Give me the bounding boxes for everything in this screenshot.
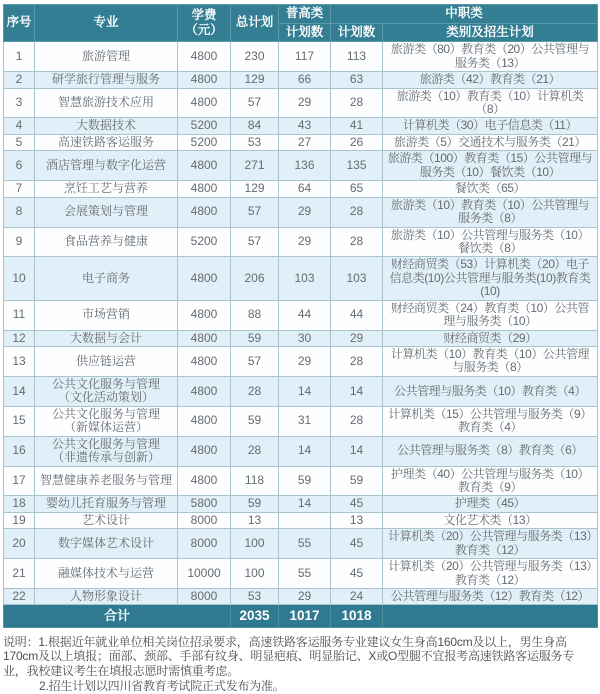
cell-no: 15 bbox=[4, 406, 35, 436]
cell-tuition: 10000 bbox=[178, 559, 231, 589]
cell-major: 烹饪工艺与营养 bbox=[35, 181, 178, 197]
cell-zhongzhi-plan: 28 bbox=[331, 347, 383, 377]
cell-tuition: 4800 bbox=[178, 72, 231, 88]
cell-total-plan: 118 bbox=[231, 466, 279, 496]
cell-zhongzhi-plan: 45 bbox=[331, 529, 383, 559]
cell-category: 旅游类（100）教育类（15）公共管理与服务类（10）餐饮类（10） bbox=[383, 151, 598, 181]
header-group-zhongzhi: 中职类 bbox=[331, 5, 598, 24]
cell-tuition: 5200 bbox=[178, 227, 231, 257]
cell-tuition: 4800 bbox=[178, 197, 231, 227]
cell-putong-plan: 43 bbox=[279, 118, 331, 134]
table-row bbox=[4, 589, 598, 605]
note-line-1: 说明：1.根据近年就业单位相关岗位招录要求，高速铁路客运服务专业建议女生身高160cm及以上，男生身高170cm及以上填报；面部、颈部、手部有纹身、明显疤痕、明显胎记、X或O型腿不宜报考高速铁路客运服务专业，我校建议考生在填报志愿时需慎重考虑。 bbox=[3, 634, 575, 679]
cell-major: 研学旅行管理与服务 bbox=[35, 72, 178, 88]
cell-tuition: 4800 bbox=[178, 347, 231, 377]
cell-zhongzhi-plan: 103 bbox=[331, 257, 383, 300]
table-row bbox=[4, 42, 598, 72]
cell-total-plan: 230 bbox=[231, 42, 279, 72]
cell-putong-plan: 117 bbox=[279, 42, 331, 72]
table-row bbox=[4, 436, 598, 466]
cell-category: 公共管理与服务类（10）教育类（4） bbox=[383, 376, 598, 406]
cell-zhongzhi-plan: 26 bbox=[331, 134, 383, 150]
cell-major: 融媒体技术与运营 bbox=[35, 559, 178, 589]
header-col-no: 序号 bbox=[4, 5, 35, 42]
header-group-putong: 普高类 bbox=[279, 5, 331, 24]
cell-no: 6 bbox=[4, 151, 35, 181]
cell-no: 8 bbox=[4, 197, 35, 227]
cell-putong-plan: 66 bbox=[279, 72, 331, 88]
cell-total-plan: 28 bbox=[231, 376, 279, 406]
cell-putong-plan: 64 bbox=[279, 181, 331, 197]
cell-no: 10 bbox=[4, 257, 35, 300]
cell-total-plan: 57 bbox=[231, 227, 279, 257]
cell-putong-plan: 59 bbox=[279, 466, 331, 496]
cell-category: 计算机类（10）教育类（10）公共管理与服务类（8） bbox=[383, 347, 598, 377]
cell-category: 计算机类（30）电子信息类（11） bbox=[383, 118, 598, 134]
cell-no: 19 bbox=[4, 512, 35, 528]
cell-category: 财经商贸类（24）教育类（10）公共管理与服务类（10） bbox=[383, 300, 598, 330]
cell-total-plan: 28 bbox=[231, 436, 279, 466]
cell-major: 大数据与会计 bbox=[35, 330, 178, 346]
cell-no: 1 bbox=[4, 42, 35, 72]
table-row bbox=[4, 197, 598, 227]
cell-no: 2 bbox=[4, 72, 35, 88]
cell-putong-plan bbox=[279, 512, 331, 528]
cell-category: 护理类（40）公共管理与服务类（10）教育类（9） bbox=[383, 466, 598, 496]
cell-putong-plan: 14 bbox=[279, 436, 331, 466]
cell-major-sub: （非遗传承与创新） bbox=[51, 450, 160, 465]
cell-total-plan: 57 bbox=[231, 347, 279, 377]
cell-total-plan: 129 bbox=[231, 181, 279, 197]
cell-category: 旅游类（80）教育类（20）公共管理与服务类（13） bbox=[383, 42, 598, 72]
cell-category: 公共管理与服务类（12）教育类（12） bbox=[383, 589, 598, 605]
total-plan-value: 2035 bbox=[231, 605, 279, 627]
cell-major: 智慧旅游技术应用 bbox=[35, 88, 178, 118]
cell-category: 文化艺术类（13） bbox=[383, 512, 598, 528]
cell-putong-plan: 103 bbox=[279, 257, 331, 300]
table-row bbox=[4, 227, 598, 257]
total-label: 合计 bbox=[4, 605, 231, 627]
cell-zhongzhi-plan: 29 bbox=[331, 330, 383, 346]
cell-putong-plan: 29 bbox=[279, 589, 331, 605]
cell-tuition: 4800 bbox=[178, 466, 231, 496]
cell-no: 16 bbox=[4, 436, 35, 466]
table-row bbox=[4, 257, 598, 300]
cell-tuition: 4800 bbox=[178, 42, 231, 72]
cell-tuition: 8000 bbox=[178, 589, 231, 605]
cell-major: 数字媒体艺术设计 bbox=[35, 529, 178, 559]
cell-category: 计算机类（20）公共管理与服务类（13）教育类（12） bbox=[383, 529, 598, 559]
notes bbox=[3, 635, 597, 694]
cell-zhongzhi-plan: 13 bbox=[331, 512, 383, 528]
table-row bbox=[4, 72, 598, 88]
cell-category: 护理类（45） bbox=[383, 496, 598, 512]
cell-total-plan: 53 bbox=[231, 589, 279, 605]
cell-category: 财经商贸类（29） bbox=[383, 330, 598, 346]
cell-total-plan: 271 bbox=[231, 151, 279, 181]
cell-no: 9 bbox=[4, 227, 35, 257]
cell-putong-plan: 44 bbox=[279, 300, 331, 330]
cell-total-plan: 57 bbox=[231, 197, 279, 227]
cell-tuition: 4800 bbox=[178, 181, 231, 197]
cell-zhongzhi-plan: 113 bbox=[331, 42, 383, 72]
cell-zhongzhi-plan: 41 bbox=[331, 118, 383, 134]
cell-putong-plan: 30 bbox=[279, 330, 331, 346]
cell-total-plan: 129 bbox=[231, 72, 279, 88]
cell-category: 计算机类（20）公共管理与服务类（13）教育类（12） bbox=[383, 559, 598, 589]
table-row bbox=[4, 151, 598, 181]
cell-zhongzhi-plan: 24 bbox=[331, 589, 383, 605]
cell-major: 高速铁路客运服务 bbox=[35, 134, 178, 150]
cell-category: 餐饮类（65） bbox=[383, 181, 598, 197]
table-row bbox=[4, 330, 598, 346]
total-zz-value: 1018 bbox=[331, 605, 383, 627]
table-row bbox=[4, 88, 598, 118]
cell-total-plan: 100 bbox=[231, 529, 279, 559]
cell-category: 旅游类（5）交通技术与服务类（21） bbox=[383, 134, 598, 150]
cell-major-sub: （文化活动策划） bbox=[57, 390, 154, 405]
table-footer bbox=[4, 605, 598, 627]
cell-no: 7 bbox=[4, 181, 35, 197]
cell-putong-plan: 27 bbox=[279, 134, 331, 150]
cell-category: 旅游类（42）教育类（21） bbox=[383, 72, 598, 88]
table-row bbox=[4, 181, 598, 197]
cell-zhongzhi-plan: 28 bbox=[331, 227, 383, 257]
cell-no: 5 bbox=[4, 134, 35, 150]
cell-no: 3 bbox=[4, 88, 35, 118]
cell-category: 旅游类（10）公共管理与服务类（10）餐饮类（8） bbox=[383, 227, 598, 257]
cell-putong-plan: 55 bbox=[279, 529, 331, 559]
cell-major: 会展策划与管理 bbox=[35, 197, 178, 227]
cell-category: 财经商贸类（53）计算机类（20）电子信息类(10)公共管理与服务类(10)教育类(10) bbox=[383, 257, 598, 300]
cell-major: 酒店管理与数字化运营 bbox=[35, 151, 178, 181]
cell-tuition: 4800 bbox=[178, 436, 231, 466]
cell-major-sub: （新媒体运营） bbox=[63, 420, 148, 435]
cell-putong-plan: 14 bbox=[279, 496, 331, 512]
cell-major: 电子商务 bbox=[35, 257, 178, 300]
cell-zhongzhi-plan: 45 bbox=[331, 559, 383, 589]
table-row bbox=[4, 466, 598, 496]
cell-major: 供应链运营 bbox=[35, 347, 178, 377]
total-pg-value: 1017 bbox=[279, 605, 331, 627]
note-line-2: 2.招生计划以四川省教育考试院正式发布为准。 bbox=[39, 679, 285, 694]
table-row bbox=[4, 376, 598, 406]
cell-major: 公共文化服务与管理 （文化活动策划） bbox=[35, 376, 178, 406]
cell-zhongzhi-plan: 135 bbox=[331, 151, 383, 181]
cell-no: 22 bbox=[4, 589, 35, 605]
cell-total-plan: 59 bbox=[231, 330, 279, 346]
cell-no: 11 bbox=[4, 300, 35, 330]
cell-tuition: 4800 bbox=[178, 406, 231, 436]
header-tuition-line2: （元） bbox=[185, 23, 223, 38]
cell-putong-plan: 29 bbox=[279, 88, 331, 118]
table-row bbox=[4, 559, 598, 589]
cell-putong-plan: 31 bbox=[279, 406, 331, 436]
cell-zhongzhi-plan: 63 bbox=[331, 72, 383, 88]
cell-tuition: 4800 bbox=[178, 376, 231, 406]
cell-total-plan: 59 bbox=[231, 496, 279, 512]
cell-major: 旅游管理 bbox=[35, 42, 178, 72]
cell-tuition: 4800 bbox=[178, 257, 231, 300]
cell-zhongzhi-plan: 44 bbox=[331, 300, 383, 330]
cell-no: 14 bbox=[4, 376, 35, 406]
cell-putong-plan: 29 bbox=[279, 227, 331, 257]
header-col-major: 专业 bbox=[35, 5, 178, 42]
cell-zhongzhi-plan: 28 bbox=[331, 88, 383, 118]
cell-major: 食品营养与健康 bbox=[35, 227, 178, 257]
cell-zhongzhi-plan: 65 bbox=[331, 181, 383, 197]
table-row bbox=[4, 134, 598, 150]
cell-zhongzhi-plan: 59 bbox=[331, 466, 383, 496]
cell-no: 17 bbox=[4, 466, 35, 496]
cell-putong-plan: 14 bbox=[279, 376, 331, 406]
cell-major: 大数据技术 bbox=[35, 118, 178, 134]
cell-total-plan: 84 bbox=[231, 118, 279, 134]
cell-tuition: 5800 bbox=[178, 496, 231, 512]
total-row bbox=[4, 605, 598, 627]
cell-category: 公共管理与服务类（8）教育类（6） bbox=[383, 436, 598, 466]
table-row bbox=[4, 529, 598, 559]
header-col-total: 总计划 bbox=[231, 5, 279, 42]
cell-major: 市场营销 bbox=[35, 300, 178, 330]
cell-major: 人物形象设计 bbox=[35, 589, 178, 605]
cell-tuition: 8000 bbox=[178, 529, 231, 559]
cell-tuition: 5200 bbox=[178, 134, 231, 150]
enrollment-plan-table bbox=[3, 4, 598, 628]
cell-major: 婴幼儿托育服务与管理 bbox=[35, 496, 178, 512]
cell-no: 21 bbox=[4, 559, 35, 589]
cell-zhongzhi-plan: 28 bbox=[331, 197, 383, 227]
cell-tuition: 4800 bbox=[178, 300, 231, 330]
table-row bbox=[4, 347, 598, 377]
table-header bbox=[4, 5, 598, 42]
cell-putong-plan: 55 bbox=[279, 559, 331, 589]
cell-no: 18 bbox=[4, 496, 35, 512]
cell-total-plan: 100 bbox=[231, 559, 279, 589]
header-col-category: 类别及招生计划 bbox=[383, 23, 598, 42]
cell-total-plan: 59 bbox=[231, 406, 279, 436]
cell-tuition: 4800 bbox=[178, 88, 231, 118]
cell-no: 12 bbox=[4, 330, 35, 346]
cell-total-plan: 13 bbox=[231, 512, 279, 528]
cell-total-plan: 53 bbox=[231, 134, 279, 150]
cell-tuition: 5200 bbox=[178, 118, 231, 134]
cell-zhongzhi-plan: 28 bbox=[331, 406, 383, 436]
total-category-cell bbox=[383, 605, 598, 627]
cell-major: 公共文化服务与管理 （新媒体运营） bbox=[35, 406, 178, 436]
cell-total-plan: 206 bbox=[231, 257, 279, 300]
cell-major: 智慧健康养老服务与管理 bbox=[35, 466, 178, 496]
header-col-plan-zz: 计划数 bbox=[331, 23, 383, 42]
header-col-plan-pg: 计划数 bbox=[279, 23, 331, 42]
table-body bbox=[4, 42, 598, 605]
cell-zhongzhi-plan: 14 bbox=[331, 376, 383, 406]
header-tuition-line1: 学费 bbox=[191, 7, 217, 22]
cell-no: 4 bbox=[4, 118, 35, 134]
cell-category: 旅游类（10）教育类（10）公共管理与服务类（8） bbox=[383, 197, 598, 227]
header-col-tuition bbox=[178, 5, 231, 42]
cell-tuition: 4800 bbox=[178, 330, 231, 346]
cell-no: 20 bbox=[4, 529, 35, 559]
cell-category: 旅游类（10）教育类（10）计算机类（8） bbox=[383, 88, 598, 118]
cell-tuition: 4800 bbox=[178, 151, 231, 181]
table-row bbox=[4, 496, 598, 512]
table-row bbox=[4, 300, 598, 330]
cell-total-plan: 57 bbox=[231, 88, 279, 118]
cell-category: 计算机类（15）公共管理与服务类（9）教育类（4） bbox=[383, 406, 598, 436]
cell-tuition: 8000 bbox=[178, 512, 231, 528]
cell-putong-plan: 29 bbox=[279, 197, 331, 227]
table-row bbox=[4, 512, 598, 528]
table-row bbox=[4, 406, 598, 436]
table-row bbox=[4, 118, 598, 134]
cell-putong-plan: 29 bbox=[279, 347, 331, 377]
cell-major: 公共文化服务与管理 （非遗传承与创新） bbox=[35, 436, 178, 466]
cell-major: 艺术设计 bbox=[35, 512, 178, 528]
cell-total-plan: 88 bbox=[231, 300, 279, 330]
cell-putong-plan: 136 bbox=[279, 151, 331, 181]
cell-zhongzhi-plan: 45 bbox=[331, 496, 383, 512]
cell-zhongzhi-plan: 14 bbox=[331, 436, 383, 466]
cell-no: 13 bbox=[4, 347, 35, 377]
